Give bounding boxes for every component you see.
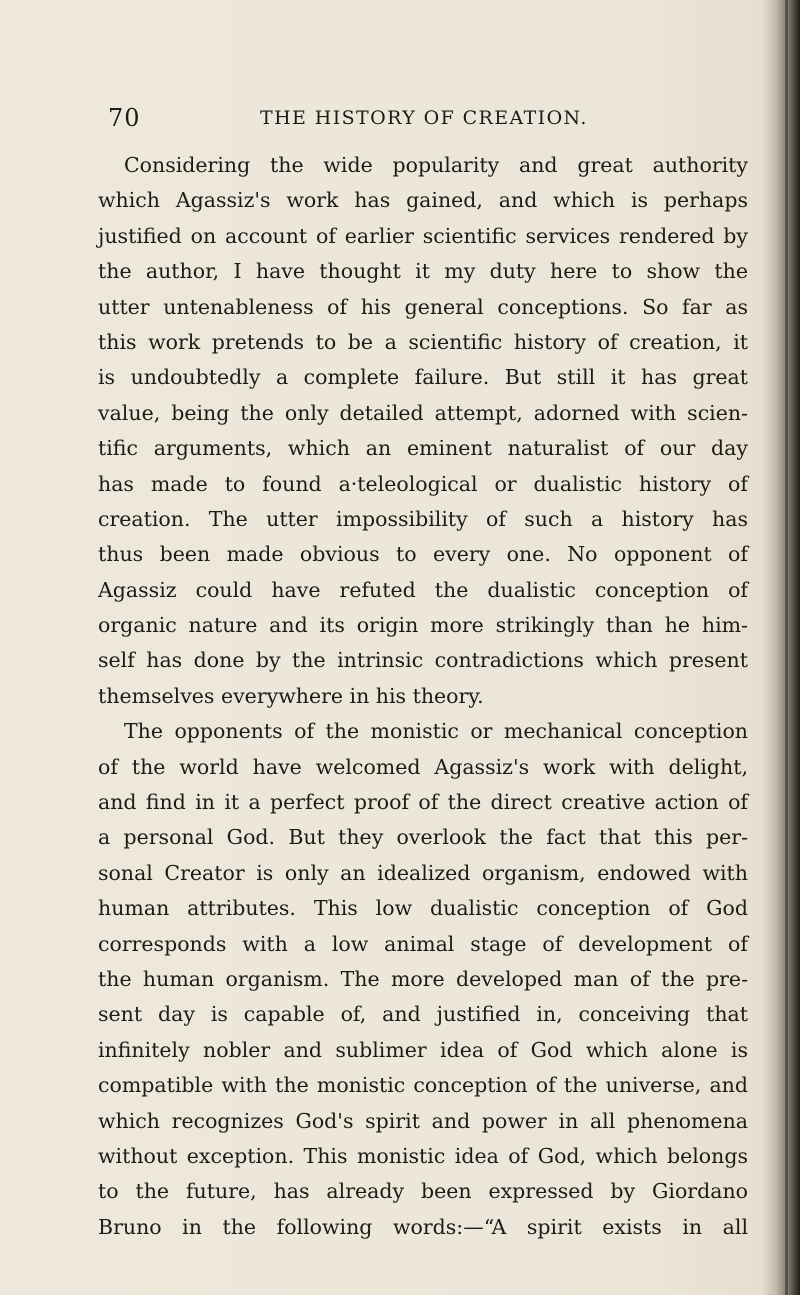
text-line: value, being the only detailed attempt, adorned with scien-	[98, 400, 748, 425]
text-line: Bruno in the following words:—“A spirit exists in all	[98, 1214, 748, 1239]
text-line: of the world have welcomed Agassiz's work with delight,	[98, 754, 748, 779]
text-line: infinitely nobler and sublimer idea of God which alone is	[98, 1037, 748, 1062]
text-line: themselves everywhere in his theory.	[98, 683, 484, 708]
text-line: compatible with the monistic conception of the universe, and	[98, 1073, 748, 1098]
text-line: is undoubtedly a complete failure. But still it has great	[98, 365, 748, 390]
text-line: Considering the wide popularity and great authority	[124, 153, 748, 177]
text-line: human attributes. This low dualistic conception of God	[98, 896, 748, 921]
text-line: which Agassiz's work has gained, and which is perhaps	[98, 188, 748, 213]
running-head: THE HISTORY OF CREATION.	[260, 107, 588, 129]
text-line: Agassiz could have refuted the dualistic conception of	[98, 577, 748, 602]
body-text	[98, 148, 748, 1245]
page-header	[108, 104, 748, 144]
page-edge-line	[785, 0, 788, 1295]
text-line: The opponents of the monistic or mechanical conception	[124, 719, 748, 744]
text-line: organic nature and its origin more strikingly than he him-	[98, 613, 748, 638]
text-line: self has done by the intrinsic contradictions which present	[98, 648, 748, 673]
text-line: tific arguments, which an eminent naturalist of our day	[98, 436, 748, 461]
text-line: sent day is capable of, and justified in, conceiving that	[98, 1002, 748, 1027]
text-line: justified on account of earlier scientific services rendered by	[98, 223, 748, 248]
text-line: a personal God. But they overlook the fact that this per-	[98, 825, 748, 850]
text-line: this work pretends to be a scientific history of creation, it	[98, 329, 748, 354]
page-number: 70	[108, 104, 141, 132]
text-line: which recognizes God's spirit and power in all phenomena	[98, 1108, 748, 1133]
text-line: the human organism. The more developed man of the pre-	[98, 966, 748, 991]
text-line: creation. The utter impossibility of such a history has	[98, 506, 748, 531]
text-line: and find in it a perfect proof of the direct creative action of	[98, 790, 748, 815]
text-line: the author, I have thought it my duty here to show the	[98, 259, 748, 284]
text-line: utter untenableness of his general conceptions. So far as	[98, 294, 748, 319]
page-binding-shadow	[762, 0, 800, 1295]
text-line: corresponds with a low animal stage of development of	[98, 931, 748, 956]
text-line: to the future, has already been expressed by Giordano	[98, 1179, 748, 1204]
text-line: sonal Creator is only an idealized organism, endowed with	[98, 860, 748, 885]
text-line: without exception. This monistic idea of God, which belongs	[98, 1143, 748, 1168]
text-line: thus been made obvious to every one. No opponent of	[98, 542, 748, 567]
text-line: has made to found a·teleological or dualistic history of	[98, 471, 748, 496]
